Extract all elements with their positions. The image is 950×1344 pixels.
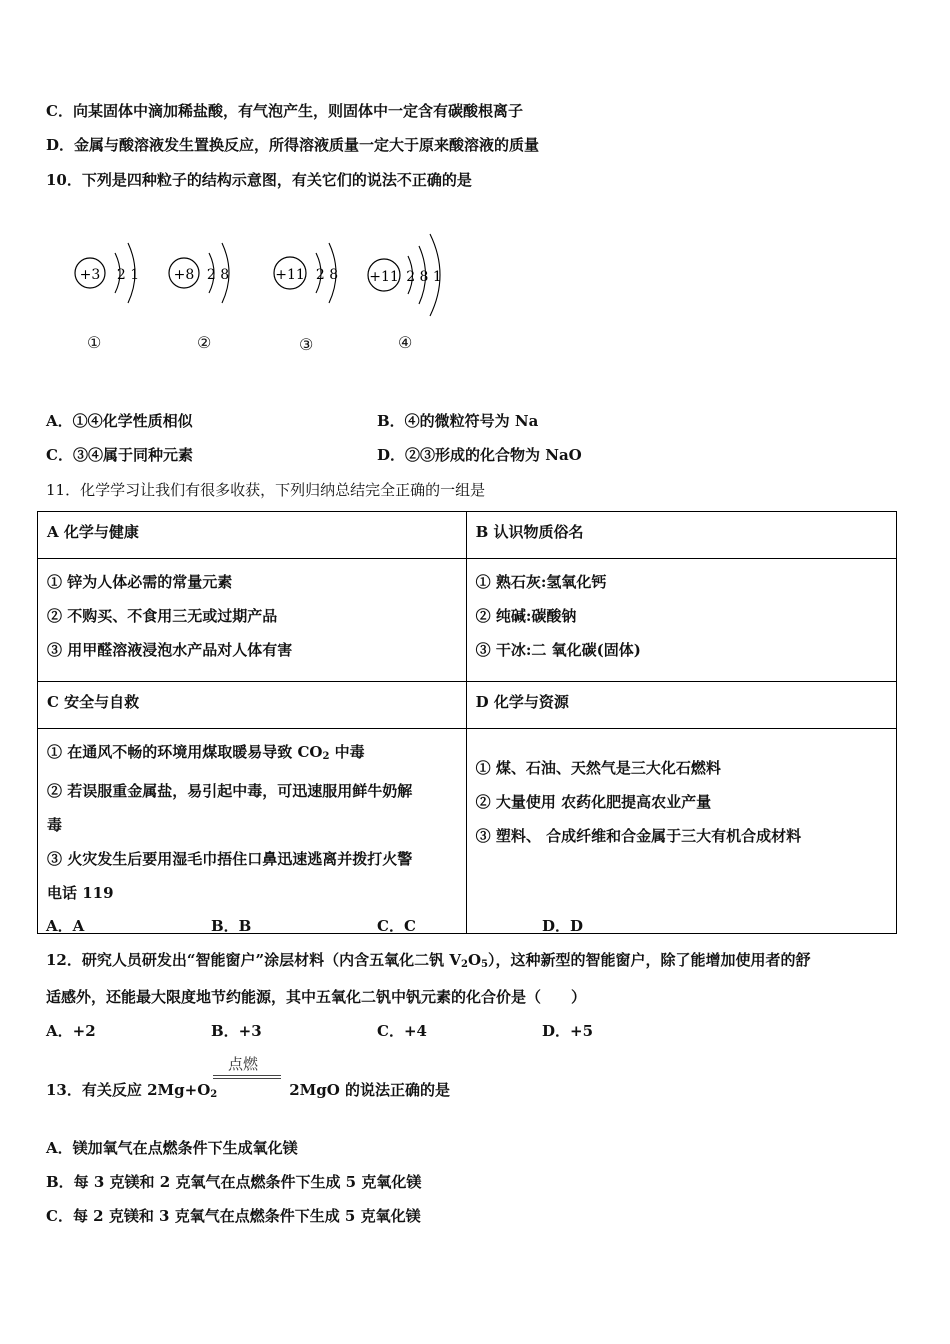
cell-c-item-2a: ② 若误服重金属盐，易引起中毒，可迅速服用鲜牛奶解	[47, 782, 413, 800]
atom-4-nucleus: +11	[369, 269, 399, 285]
cell-d-body	[466, 729, 896, 934]
cell-d-title: D 化学与资源	[466, 682, 896, 729]
q10-stem: 10．下列是四种粒子的结构示意图，有关它们的说法不正确的是	[46, 171, 472, 189]
reaction-equals-line-bottom	[213, 1078, 281, 1079]
q11-option-d: D．D	[542, 917, 584, 935]
cell-b-item-1: ① 熟石灰:氢氧化钙	[475, 573, 607, 591]
atom-1-shells: 2 1	[116, 267, 140, 283]
q12-stem-line-2: 适感外，还能最大限度地节约能源，其中五氧化二钒中钒元素的化合价是（ ）	[46, 988, 587, 1006]
reaction-condition: 点燃	[228, 1055, 259, 1073]
cell-d-item-3: ③ 塑料、 合成纤维和合金属于三大有机合成材料	[475, 827, 802, 845]
q10-option-d: D．②③形成的化合物为 NaO	[377, 446, 582, 464]
cell-b-title: B 认识物质俗名	[466, 512, 896, 559]
atom-label-2: ②	[197, 333, 212, 352]
cell-a-title: A 化学与健康	[38, 512, 467, 559]
atom-diagram-1	[70, 225, 160, 319]
q10-option-b: B．④的微粒符号为 Na	[377, 412, 539, 430]
q11-stem: 11．化学学习让我们有很多收获，下列归纳总结完全正确的一组是	[46, 481, 486, 499]
q9-option-d: D．金属与酸溶液发生置换反应，所得溶液质量一定大于原来酸溶液的质量	[46, 136, 540, 154]
q12-stem-line-1: 12．研究人员研发出“智能窗户”涂层材料（内含五氧化二钒 $V_2O_5$），这种新型的智能窗户，除了能增加使用者的舒	[46, 951, 811, 970]
q12-option-b: B．+3	[211, 1022, 262, 1040]
cell-c-item-1: ① 在通风不畅的环境用煤取暖易导致 $CO_2$ 中毒	[47, 743, 365, 762]
q12-option-a: A．+2	[46, 1022, 96, 1040]
cell-a-body	[38, 559, 467, 682]
atom-diagram-3	[268, 225, 358, 319]
atom-3-nucleus: +11	[275, 267, 305, 283]
cell-b-body	[466, 559, 896, 682]
q13-option-b: B．每 3 克镁和 2 克氧气在点燃条件下生成 5 克氧化镁	[46, 1173, 422, 1191]
q9-option-c: C．向某固体中滴加稀盐酸，有气泡产生，则固体中一定含有碳酸根离子	[46, 102, 523, 120]
cell-b-item-2: ② 纯碱:碳酸钠	[475, 607, 577, 625]
q10-option-c: C．③④属于同种元素	[46, 446, 193, 464]
cell-c-item-3a: ③ 火灾发生后要用湿毛巾捂住口鼻迅速逃离并拨打火警	[47, 850, 413, 868]
q12-option-d: D．+5	[542, 1022, 594, 1040]
cell-c-body	[38, 729, 467, 934]
q11-table	[37, 511, 897, 934]
atom-3-shells: 2 8	[315, 267, 339, 283]
atom-label-4: ④	[398, 333, 413, 352]
cell-d-item-2: ② 大量使用 农药化肥提高农业产量	[475, 793, 712, 811]
q13-stem: 13．有关反应 $2Mg+O_2$ 2MgO 的说法正确的是	[46, 1081, 451, 1100]
cell-a-item-1: ① 锌为人体必需的常量元素	[47, 573, 233, 591]
q12-option-c: C．+4	[377, 1022, 427, 1040]
atom-diagram-2	[164, 225, 254, 319]
atom-2-nucleus: +8	[173, 267, 195, 283]
cell-d-item-1: ① 煤、石油、天然气是三大化石燃料	[475, 759, 721, 777]
cell-c-item-2b: 毒	[47, 816, 63, 834]
atom-4-shells: 2 8 1	[406, 269, 442, 285]
reaction-equals-line-top	[213, 1075, 281, 1076]
cell-a-item-3: ③ 用甲醛溶液浸泡水产品对人体有害	[47, 641, 293, 659]
atom-label-1: ①	[87, 333, 102, 352]
cell-c-item-3b: 电话 119	[47, 884, 114, 902]
atom-2-shells: 2 8	[206, 267, 230, 283]
q10-option-a: A．①④化学性质相似	[46, 412, 193, 430]
q11-option-b: B．B	[211, 917, 252, 935]
q11-option-c: C．C	[377, 917, 416, 935]
q13-option-a: A．镁加氧气在点燃条件下生成氧化镁	[46, 1139, 298, 1157]
q11-option-a: A．A	[46, 917, 85, 935]
cell-c-title: C 安全与自救	[38, 682, 467, 729]
atom-diagram-4	[362, 220, 462, 324]
atom-label-3: ③	[299, 335, 314, 354]
q13-option-c: C．每 2 克镁和 3 克氧气在点燃条件下生成 5 克氧化镁	[46, 1207, 421, 1225]
cell-b-item-3: ③ 干冰:二 氧化碳(固体)	[475, 641, 641, 659]
atom-1-nucleus: +3	[79, 267, 101, 283]
cell-a-item-2: ② 不购买、不食用三无或过期产品	[47, 607, 278, 625]
